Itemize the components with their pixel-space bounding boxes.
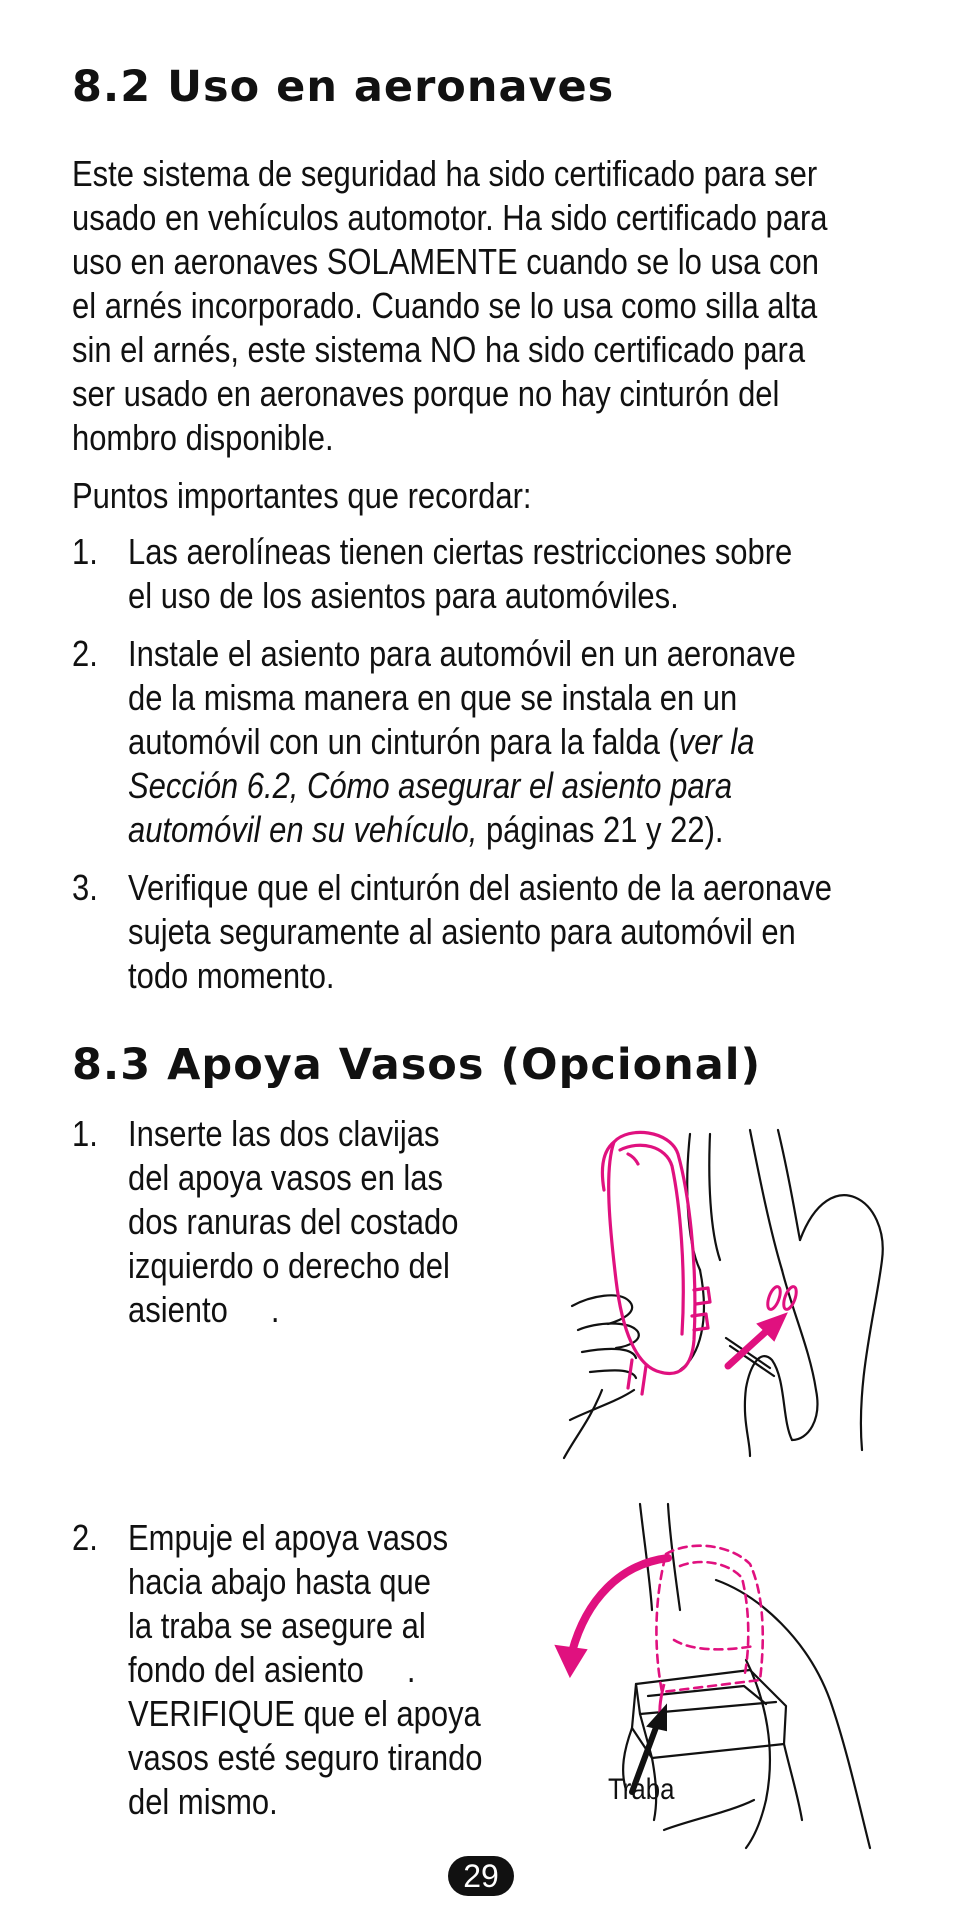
list-item-text bbox=[128, 866, 902, 998]
item-text-plain: automóvil con un cinturón para la falda ( bbox=[128, 721, 679, 762]
step-line: del apoya vasos en las bbox=[128, 1157, 443, 1198]
step-line: VERIFIQUE que el apoya bbox=[128, 1693, 481, 1734]
item-line: todo momento. bbox=[128, 955, 335, 996]
item-line: Verifique que el cinturón del asiento de la aeronave bbox=[128, 867, 832, 908]
item-line: de la misma manera en que se instala en un bbox=[128, 677, 738, 718]
list-item-number: 1. bbox=[72, 531, 98, 572]
section-reference: Sección 6.2, Cómo asegurar el asiento para bbox=[128, 765, 733, 806]
intro-line: usado en vehículos automotor. Ha sido certificado para bbox=[72, 197, 828, 238]
step-line: del mismo. bbox=[128, 1781, 278, 1822]
section-reference: automóvil en su vehículo, bbox=[128, 809, 478, 850]
item-line: el uso de los asientos para automóviles. bbox=[128, 575, 679, 616]
intro-line: ser usado en aeronaves porque no hay cinturón del bbox=[72, 373, 780, 414]
list-item-number: 3. bbox=[72, 867, 98, 908]
intro-line: sin el arnés, este sistema NO ha sido certificado para bbox=[72, 329, 806, 370]
item-line bbox=[128, 720, 902, 764]
points-heading: Puntos importantes que recordar: bbox=[72, 475, 532, 516]
latch-label: Traba bbox=[608, 1773, 675, 1806]
list-item-text bbox=[128, 530, 902, 618]
step-line: izquierdo o derecho del bbox=[128, 1245, 450, 1286]
item-text-plain: páginas 21 y 22). bbox=[477, 809, 724, 850]
step-line: dos ranuras del costado bbox=[128, 1201, 459, 1242]
intro-line: hombro disponible. bbox=[72, 417, 334, 458]
item-line bbox=[128, 808, 902, 852]
item-line: Las aerolíneas tienen ciertas restricciones sobre bbox=[128, 531, 793, 572]
step-line: Inserte las dos clavijas bbox=[128, 1113, 440, 1154]
step-line: Empuje el apoya vasos bbox=[128, 1517, 449, 1558]
section-8-2-title: 8.2 Uso en aeronaves bbox=[72, 62, 615, 112]
step-line: hacia abajo hasta que bbox=[128, 1561, 431, 1602]
section-8-3-title: 8.3 Apoya Vasos (Opcional) bbox=[72, 1040, 762, 1090]
intro-line: el arnés incorporado. Cuando se lo usa como silla alta bbox=[72, 285, 818, 326]
step-line: vasos esté seguro tirando bbox=[128, 1737, 483, 1778]
item-line: sujeta seguramente al asiento para automóvil en bbox=[128, 911, 796, 952]
step-line: asiento . bbox=[128, 1289, 280, 1330]
list-item-number: 2. bbox=[72, 633, 98, 674]
intro-line: Este sistema de seguridad ha sido certificado para ser bbox=[72, 153, 818, 194]
section-reference: ver la bbox=[678, 721, 755, 762]
step-number: 1. bbox=[72, 1113, 98, 1154]
cup-holder-insert-illustration bbox=[560, 1120, 890, 1460]
item-line: Instale el asiento para automóvil en un aeronave bbox=[128, 633, 796, 674]
cup-holder-lock-illustration bbox=[540, 1500, 900, 1850]
item-line bbox=[128, 764, 902, 808]
step-line: la traba se asegure al bbox=[128, 1605, 426, 1646]
page-number-badge: 29 bbox=[448, 1856, 514, 1896]
step-line: fondo del asiento . bbox=[128, 1649, 416, 1690]
list-item-text bbox=[128, 632, 902, 852]
step-number: 2. bbox=[72, 1517, 98, 1558]
intro-line: uso en aeronaves SOLAMENTE cuando se lo usa con bbox=[72, 241, 819, 282]
section-8-2-intro bbox=[72, 152, 902, 460]
